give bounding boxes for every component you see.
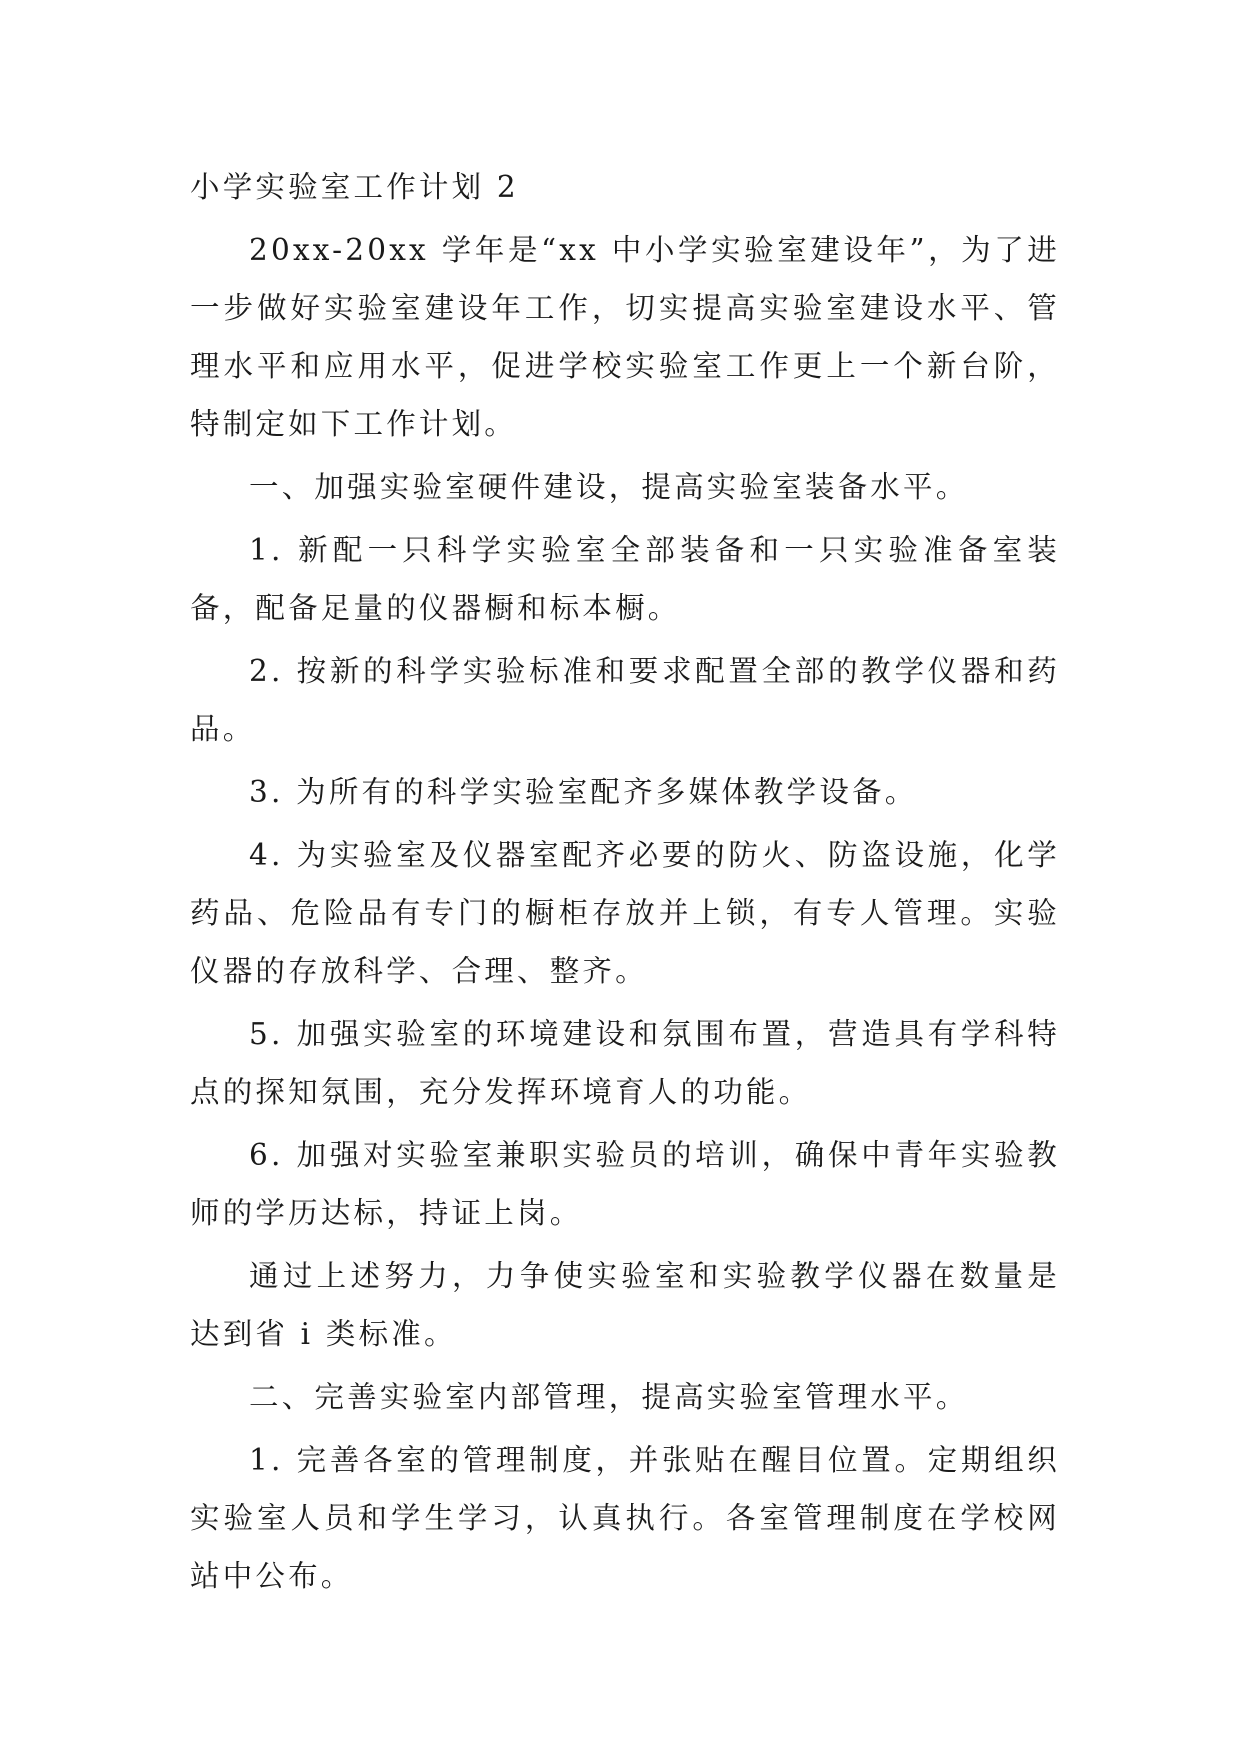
document-body	[190, 158, 1060, 1610]
intro-paragraph: 20xx-20xx 学年是“xx 中小学实验室建设年”，为了进一步做好实验室建设年工作，切实提高实验室建设水平、管理水平和应用水平，促进学校实验室工作更上一个新台阶，特制定如下工作计划。	[190, 233, 1060, 441]
section-one-summary: 通过上述努力，力争使实验室和实验教学仪器在数量是达到省 i 类标准。	[190, 1259, 1060, 1351]
section-one-heading: 一、加强实验室硬件建设，提高实验室装备水平。	[249, 470, 969, 504]
section-one-item-6: 6. 加强对实验室兼职实验员的培训，确保中青年实验教师的学历达标，持证上岗。	[190, 1138, 1060, 1230]
section-one-item-4: 4. 为实验室及仪器室配齐必要的防火、防盗设施，化学药品、危险品有专门的橱柜存放并上锁，有专人管理。实验仪器的存放科学、合理、整齐。	[190, 838, 1060, 988]
section-one-item-5: 5. 加强实验室的环境建设和氛围布置，营造具有学科特点的探知氛围，充分发挥环境育人的功能。	[190, 1017, 1060, 1109]
section-two-heading: 二、完善实验室内部管理，提高实验室管理水平。	[249, 1380, 969, 1414]
section-one-item-3: 3. 为所有的科学实验室配齐多媒体教学设备。	[249, 775, 918, 809]
section-two-item-1: 1. 完善各室的管理制度，并张贴在醒目位置。定期组织实验室人员和学生学习，认真执行。各室管理制度在学校网站中公布。	[190, 1443, 1060, 1593]
section-one-item-1: 1. 新配一只科学实验室全部装备和一只实验准备室装备，配备足量的仪器橱和标本橱。	[190, 533, 1060, 625]
document-title: 小学实验室工作计划 2	[190, 170, 519, 204]
section-one-item-2: 2. 按新的科学实验标准和要求配置全部的教学仪器和药品。	[190, 654, 1060, 746]
